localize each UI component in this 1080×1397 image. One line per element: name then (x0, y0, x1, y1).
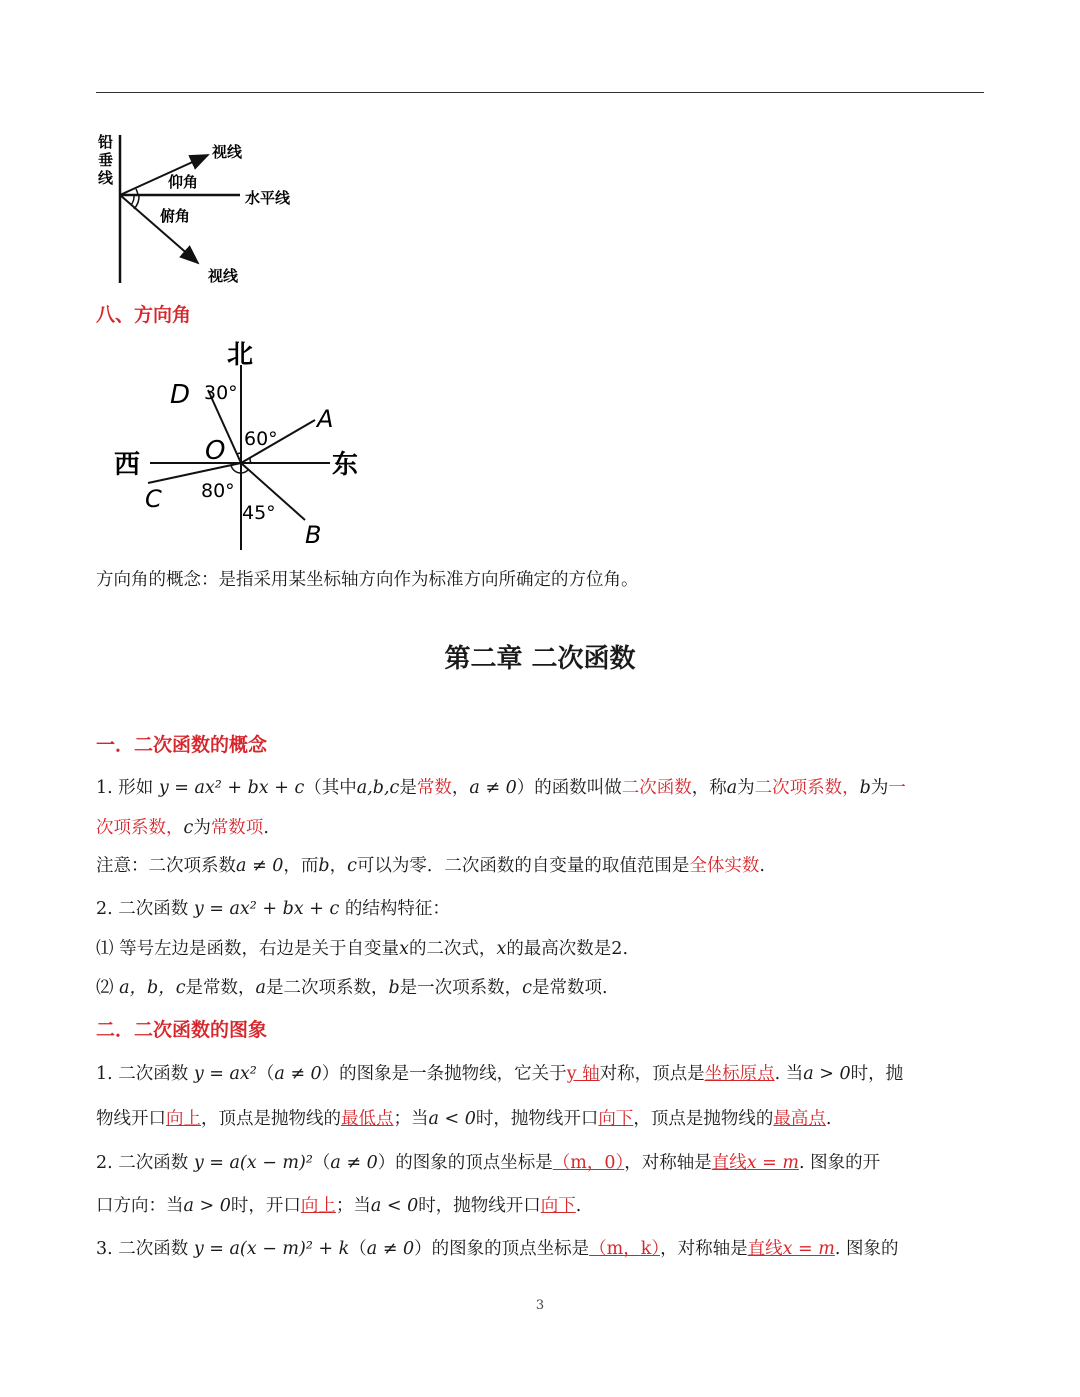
depression-label: 俯角 (160, 207, 191, 225)
elevation-depression-figure (90, 125, 320, 290)
section-2-title: 二．二次函数的图象 (96, 1019, 268, 1041)
plumb-label-1: 铅 (98, 133, 114, 151)
angle-30-label: 30° (204, 382, 238, 404)
point-d-label: D (170, 380, 191, 410)
page-number: 3 (535, 1298, 545, 1313)
sight-down-label: 视线 (208, 267, 239, 285)
angle-60-label: 60° (244, 428, 278, 450)
east-label: 东 (332, 450, 359, 480)
horizontal-label: 水平线 (245, 189, 291, 207)
direction-angle-concept: 方向角的概念：是指采用某坐标轴方向作为标准方向所确定的方位角。 (96, 570, 639, 590)
chapter-title: 第二章 二次函数 (444, 644, 636, 674)
west-label: 西 (114, 450, 141, 480)
section-1-title: 一．二次函数的概念 (96, 734, 268, 756)
s2-line4: 口方向：当a > 0时，开口向上；当a < 0时，抛物线开口向下. (96, 1196, 582, 1216)
s1-para1-line2: 次项系数，c为常数项. (96, 818, 269, 838)
section-8-title: 八、方向角 (96, 304, 192, 326)
sight-up-label: 视线 (212, 143, 243, 161)
point-b-label: B (305, 521, 322, 549)
angle-80-label: 80° (201, 480, 235, 502)
plumb-label-3: 线 (98, 169, 114, 187)
s2-line3: 2. 二次函数 y = a(x − m)²（a ≠ 0）的图象的顶点坐标是（m，0），对称轴是直线x = m. 图象的开 (96, 1153, 881, 1173)
s2-line1: 1. 二次函数 y = ax²（a ≠ 0）的图象是一条抛物线，它关于y 轴对称，顶点是坐标原点. 当a > 0时，抛 (96, 1064, 904, 1084)
s1-item-2: ⑵ a，b，c是常数，a是二次项系数，b是一次项系数，c是常数项. (96, 978, 608, 998)
header-rule (96, 92, 984, 93)
s2-line2: 物线开口向上，顶点是抛物线的最低点；当a < 0时，抛物线开口向下，顶点是抛物线的最高点. (96, 1109, 832, 1129)
elevation-label: 仰角 (168, 173, 199, 191)
north-label: 北 (227, 340, 254, 370)
s2-line5: 3. 二次函数 y = a(x − m)² + k（a ≠ 0）的图象的顶点坐标是（m，k），对称轴是直线x = m. 图象的 (96, 1239, 899, 1259)
s1-note: 注意：二次项系数a ≠ 0，而b，c可以为零．二次函数的自变量的取值范围是全体实数. (96, 856, 765, 876)
point-a-label: A (317, 405, 334, 433)
point-c-label: C (145, 485, 162, 513)
compass-figure (110, 335, 380, 555)
angle-45-label: 45° (242, 502, 276, 524)
s1-item-1: ⑴ 等号左边是函数，右边是关于自变量x的二次式，x的最高次数是2. (96, 939, 629, 959)
s1-para1-line1: 1. 形如 y = ax² + bx + c（其中a,b,c是常数，a ≠ 0）的函数叫做二次函数，称a为二次项系数，b为一 (96, 778, 906, 798)
plumb-label-2: 垂 (98, 151, 114, 169)
s1-structure-heading: 2. 二次函数 y = ax² + bx + c 的结构特征： (96, 899, 450, 919)
origin-o-label: O (205, 436, 226, 466)
